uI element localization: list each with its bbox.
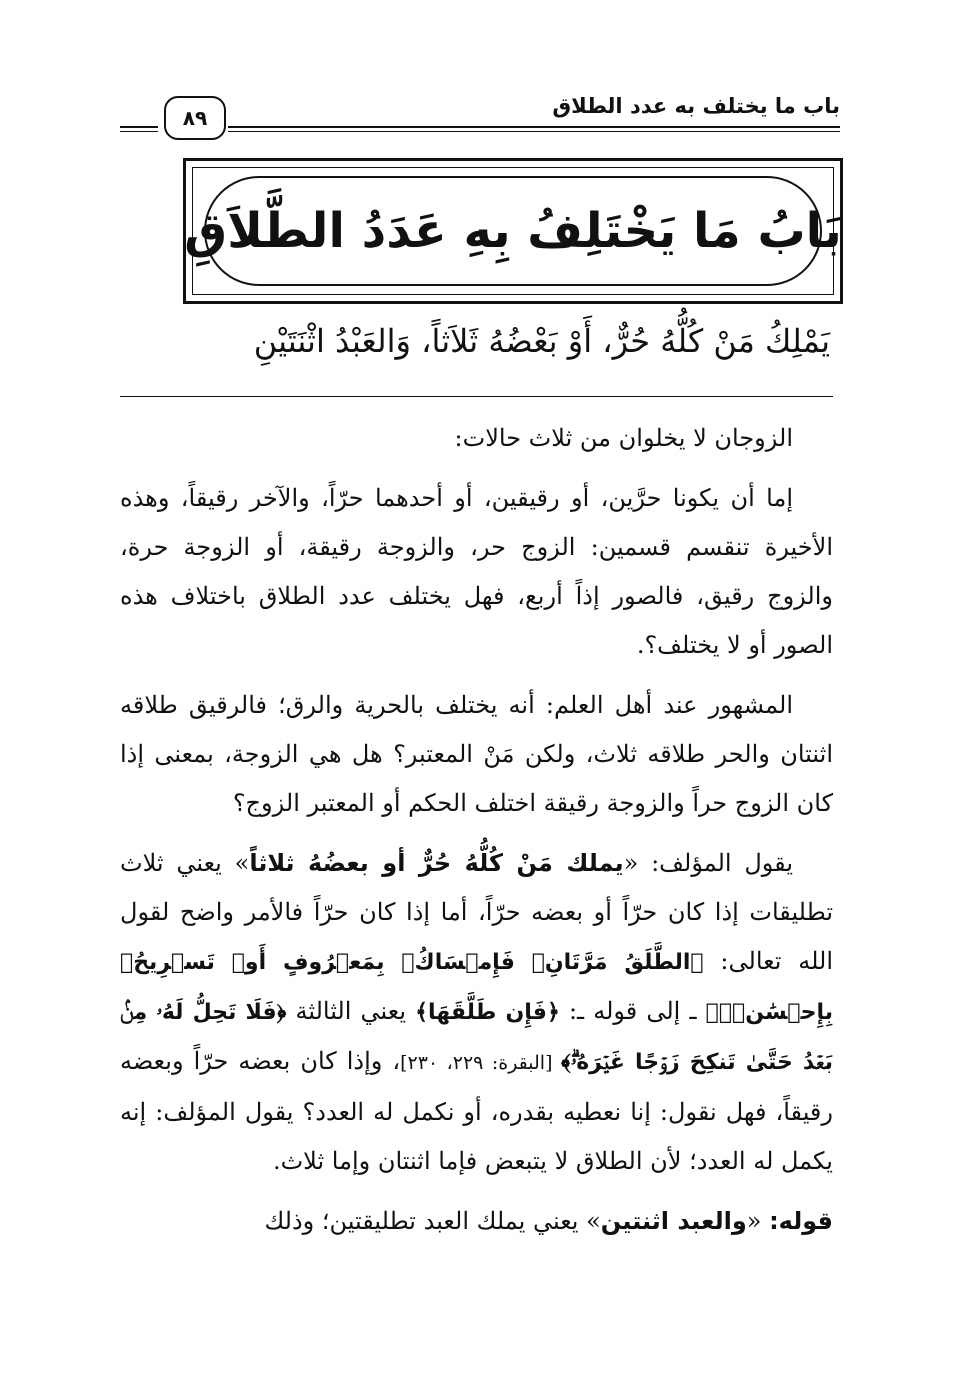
commentary-body bbox=[120, 414, 833, 1257]
p4-after-quote: » يعني ثلاث تطليقات إذا كان حرّاً أو بعضه حرّاً، أما إذا كان حرّاً فالأمر واضح لقول الله تعالى: bbox=[120, 849, 834, 975]
header-rule-left bbox=[120, 126, 158, 132]
p4-lead: يقول المؤلف: « bbox=[623, 849, 793, 877]
paragraph-5 bbox=[120, 1197, 833, 1246]
qawluh-label: قوله: bbox=[769, 1207, 833, 1235]
p4-mid2: يعني الثالثة bbox=[286, 997, 416, 1025]
matn-quote: يملك مَنْ كُلُّهُ حُرٌّ أو بعضُهُ ثلاثاً bbox=[249, 849, 624, 877]
chapter-title: بَابُ مَا يَخْتَلِفُ بِهِ عَدَدُ الطَّلاَقِ bbox=[184, 203, 842, 259]
paragraph-2: إما أن يكونا حرَّين، أو رقيقين، أو أحدهما حرّاً، والآخر رقيقاً، وهذه الأخيرة تنقسم قسمين: الزوج حر، والزوجة رقيقة، أو الزوجة حرة، والزوج رقيق، فالصور إذاً أربع، فهل يختلف عدد الطلاق باختلاف هذه الصور أو لا يختلف؟. bbox=[120, 484, 833, 659]
p5-quote-open: « bbox=[746, 1207, 770, 1235]
matn-text: يَمْلِكُ مَنْ كُلُّهُ حُرٌّ، أَوْ بَعْضُهُ ثَلاَثاً، وَالعَبْدُ اثْنَتَيْنِ bbox=[253, 322, 830, 360]
matn-divider bbox=[120, 396, 833, 397]
quran-verse-3: ﴿فَلَا تَحِلُّ لَهُۥ مِنۢ بَعۡدُ حَتَّىٰ تَنكِحَ زَوۡجًا غَيۡرَهُۥۗ﴾ bbox=[120, 1000, 834, 1075]
header-rule bbox=[228, 126, 840, 132]
running-header-title: باب ما يختلف به عدد الطلاق bbox=[552, 94, 840, 118]
p4-mid: ـ إلى قوله ـ: bbox=[559, 997, 706, 1025]
page-number: ٨٩ bbox=[164, 96, 226, 140]
paragraph-1: الزوجان لا يخلوان من ثلاث حالات: bbox=[454, 424, 793, 452]
running-header bbox=[120, 86, 840, 146]
frame-oval-border bbox=[184, 176, 842, 286]
quran-verse-2: ﴿فَإِن طَلَّقَهَا﴾ bbox=[415, 1000, 560, 1025]
quran-verse-1: ﴿الطَّلَقُ مَرَّتَانِۖ فَإِمۡسَاكُۢ بِمَعۡرُوفٍ أَوۡ تَسۡرِيحُۢ بِإِحۡسَٰنٖۗ﴾ bbox=[120, 950, 833, 1025]
p4-tail: ، وإذا كان بعضه حرّاً وبعضه رقيقاً، فهل نقول: إنا نعطيه بقدره، أو نكمل له العدد؟ يقول المؤلف: إنه يكمل له العدد؛ لأن الطلاق لا يتبعض فإما اثنتان وإما ثلاث. bbox=[120, 1047, 833, 1175]
paragraph-3: المشهور عند أهل العلم: أنه يختلف بالحرية والرق؛ فالرقيق طلاقه اثنتان والحر طلاقه ثلاث، ولكن مَنْ المعتبر؟ هل هي الزوجة، بمعنى إذا كان الزوج حراً والزوجة رقيقة اختلف الحكم أو المعتبر الزوج؟ bbox=[120, 691, 833, 817]
verse-reference: [البقرة: ٢٢٩، ٢٣٠] bbox=[400, 1052, 561, 1074]
paragraph-4 bbox=[120, 839, 833, 1186]
p5-rest: » يعني يملك العبد تطليقتين؛ وذلك bbox=[264, 1207, 601, 1235]
matn-quote-2: والعبد اثنتين bbox=[600, 1207, 747, 1235]
chapter-title-frame bbox=[183, 158, 843, 304]
